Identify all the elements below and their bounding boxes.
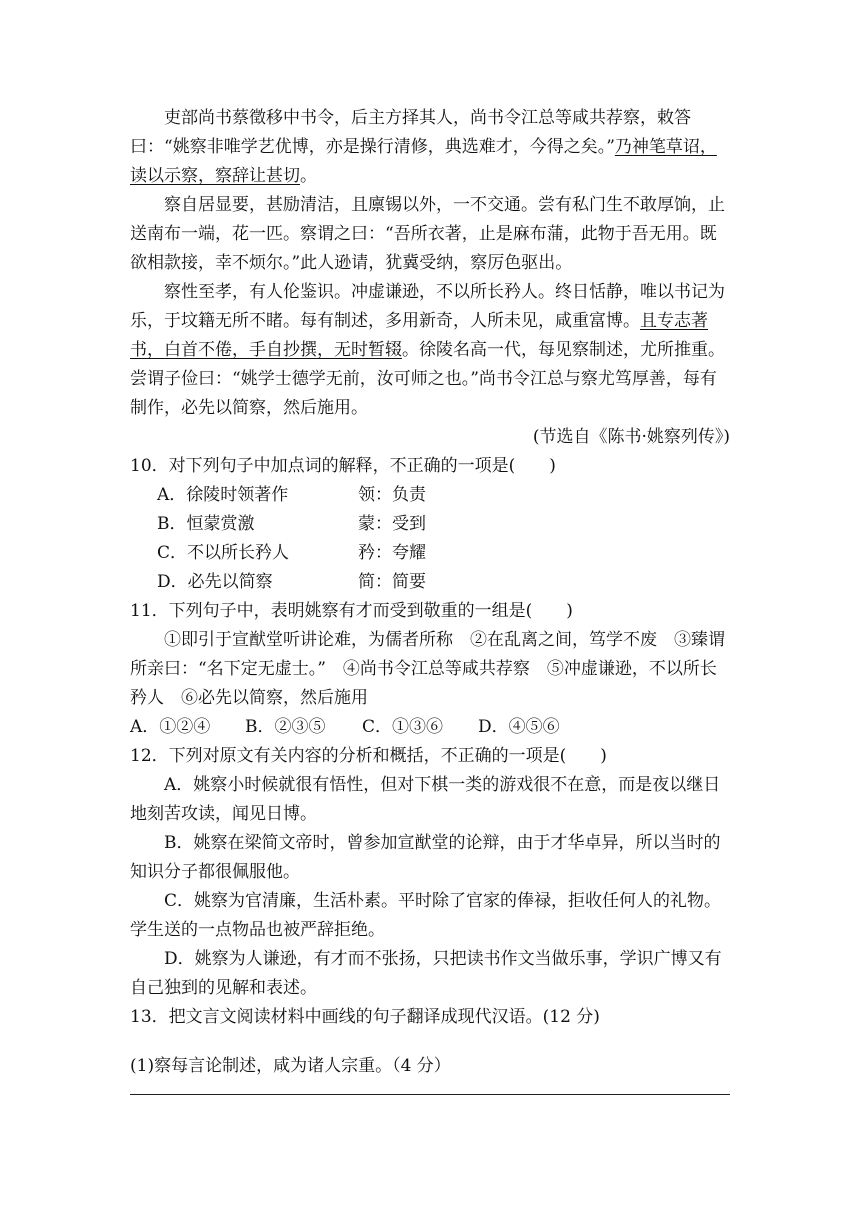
q12-option-c: C．姚察为官清廉，生活朴素。平时除了官家的俸禄，拒收任何人的礼物。学生送的一点物品也被严辞拒绝。 — [130, 891, 722, 940]
q10-option-d-gloss: 简：简要 — [358, 572, 426, 592]
q12-option-b: B．姚察在梁简文帝时，曾参加宣猷堂的论辩，由于才华卓异，所以当时的知识分子都很佩服他。 — [130, 833, 721, 882]
question-12-stem: 12．下列对原文有关内容的分析和概括，不正确的一项是( ) — [130, 746, 607, 766]
q10-option-b: B．恒蒙赏激 — [157, 514, 255, 534]
q10-option-c-gloss: 矜：夸耀 — [358, 543, 426, 563]
passage-paragraph-1 — [130, 104, 730, 191]
q10-option-c: C．不以所长矜人 — [157, 543, 290, 563]
question-11-items: ①即引于宣猷堂听讲论难，为儒者所称 ②在乱离之间，笃学不废 ③臻谓所亲曰：“名下定无虚士。” ④尚书令江总等咸共荐察 ⑤冲虚谦逊，不以所长矜人 ⑥必先以简察，然后施用 — [130, 630, 725, 708]
q12-option-a: A．姚察小时候就很有悟性，但对下棋一类的游戏很不在意，而是夜以继日地刻苦攻读，闻见日博。 — [130, 775, 721, 824]
underlined-sentence-1: 乃神笔草诏，读以示察，察辞让甚切 — [130, 137, 717, 186]
passage-source: (节选自《陈书·姚察列传》) — [532, 427, 730, 447]
underlined-sentence-2: 且专志著书，白首不倦，手自抄撰，无时暂辍 — [130, 311, 708, 360]
q11-choice-c: C．①③⑥ — [362, 717, 444, 737]
passage-paragraph-2: 察自居显要，甚励清洁，且廪锡以外，一不交通。尝有私门生不敢厚饷，止送南布一端，花一匹。察谓之曰：“吾所衣著，止是麻布蒲，此物于吾无用。既欲相款接，幸不烦尔。”此人逊请，犹冀受纳，察厉色驱出。 — [130, 195, 725, 273]
question-13-stem: 13．把文言文阅读材料中画线的句子翻译成现代汉语。(12 分) — [130, 1007, 600, 1027]
q12-option-d: D．姚察为人谦逊，有才而不张扬，只把读书作文当做乐事，学识广博又有自己独到的见解和表述。 — [130, 949, 722, 998]
q11-choice-a: A．①②④ — [130, 717, 211, 737]
q10-option-d: D．必先以简察 — [157, 572, 273, 592]
question-10-stem: 10．对下列句子中加点词的解释，不正确的一项是( ) — [130, 456, 556, 476]
passage-paragraph-3 — [130, 278, 730, 423]
question-13-sub-1: (1)察每言论制述，咸为诸人宗重。（4 分） — [130, 1056, 451, 1076]
passage-text: 。 — [300, 166, 317, 186]
q11-choice-b: B．②③⑤ — [245, 717, 326, 737]
passage-text: 察性至孝，有人伦鉴识。冲虚谦逊，不以所长矜人。终日恬静，唯以书记为乐，于坟籍无所不睹。每有制述，多用新奇，人所未见，咸重富博。 — [130, 282, 725, 331]
question-11-stem: 11．下列句子中，表明姚察有才而受到敬重的一组是( ) — [130, 601, 573, 621]
answer-line — [130, 1094, 730, 1095]
q11-choice-d: D．④⑤⑥ — [478, 717, 560, 737]
q10-option-a-gloss: 领：负责 — [358, 485, 426, 505]
passage-text: 吏部尚书蔡徵移中书令，后主方择其人，尚书令江总等咸共荐察，敕答曰：“姚察非唯学艺优博，亦是操行清修，典选难才，今得之矣。” — [130, 108, 691, 157]
q10-option-b-gloss: 蒙：受到 — [358, 514, 426, 534]
q10-option-a: A．徐陵时领著作 — [157, 485, 289, 505]
passage-text: 。徐陵名高一代，每见察制述，尤所推重。尝谓子俭曰：“姚学士德学无前，汝可师之也。”尚书令江总与察尤笃厚善，每有制作，必先以简察，然后施用。 — [130, 340, 725, 418]
